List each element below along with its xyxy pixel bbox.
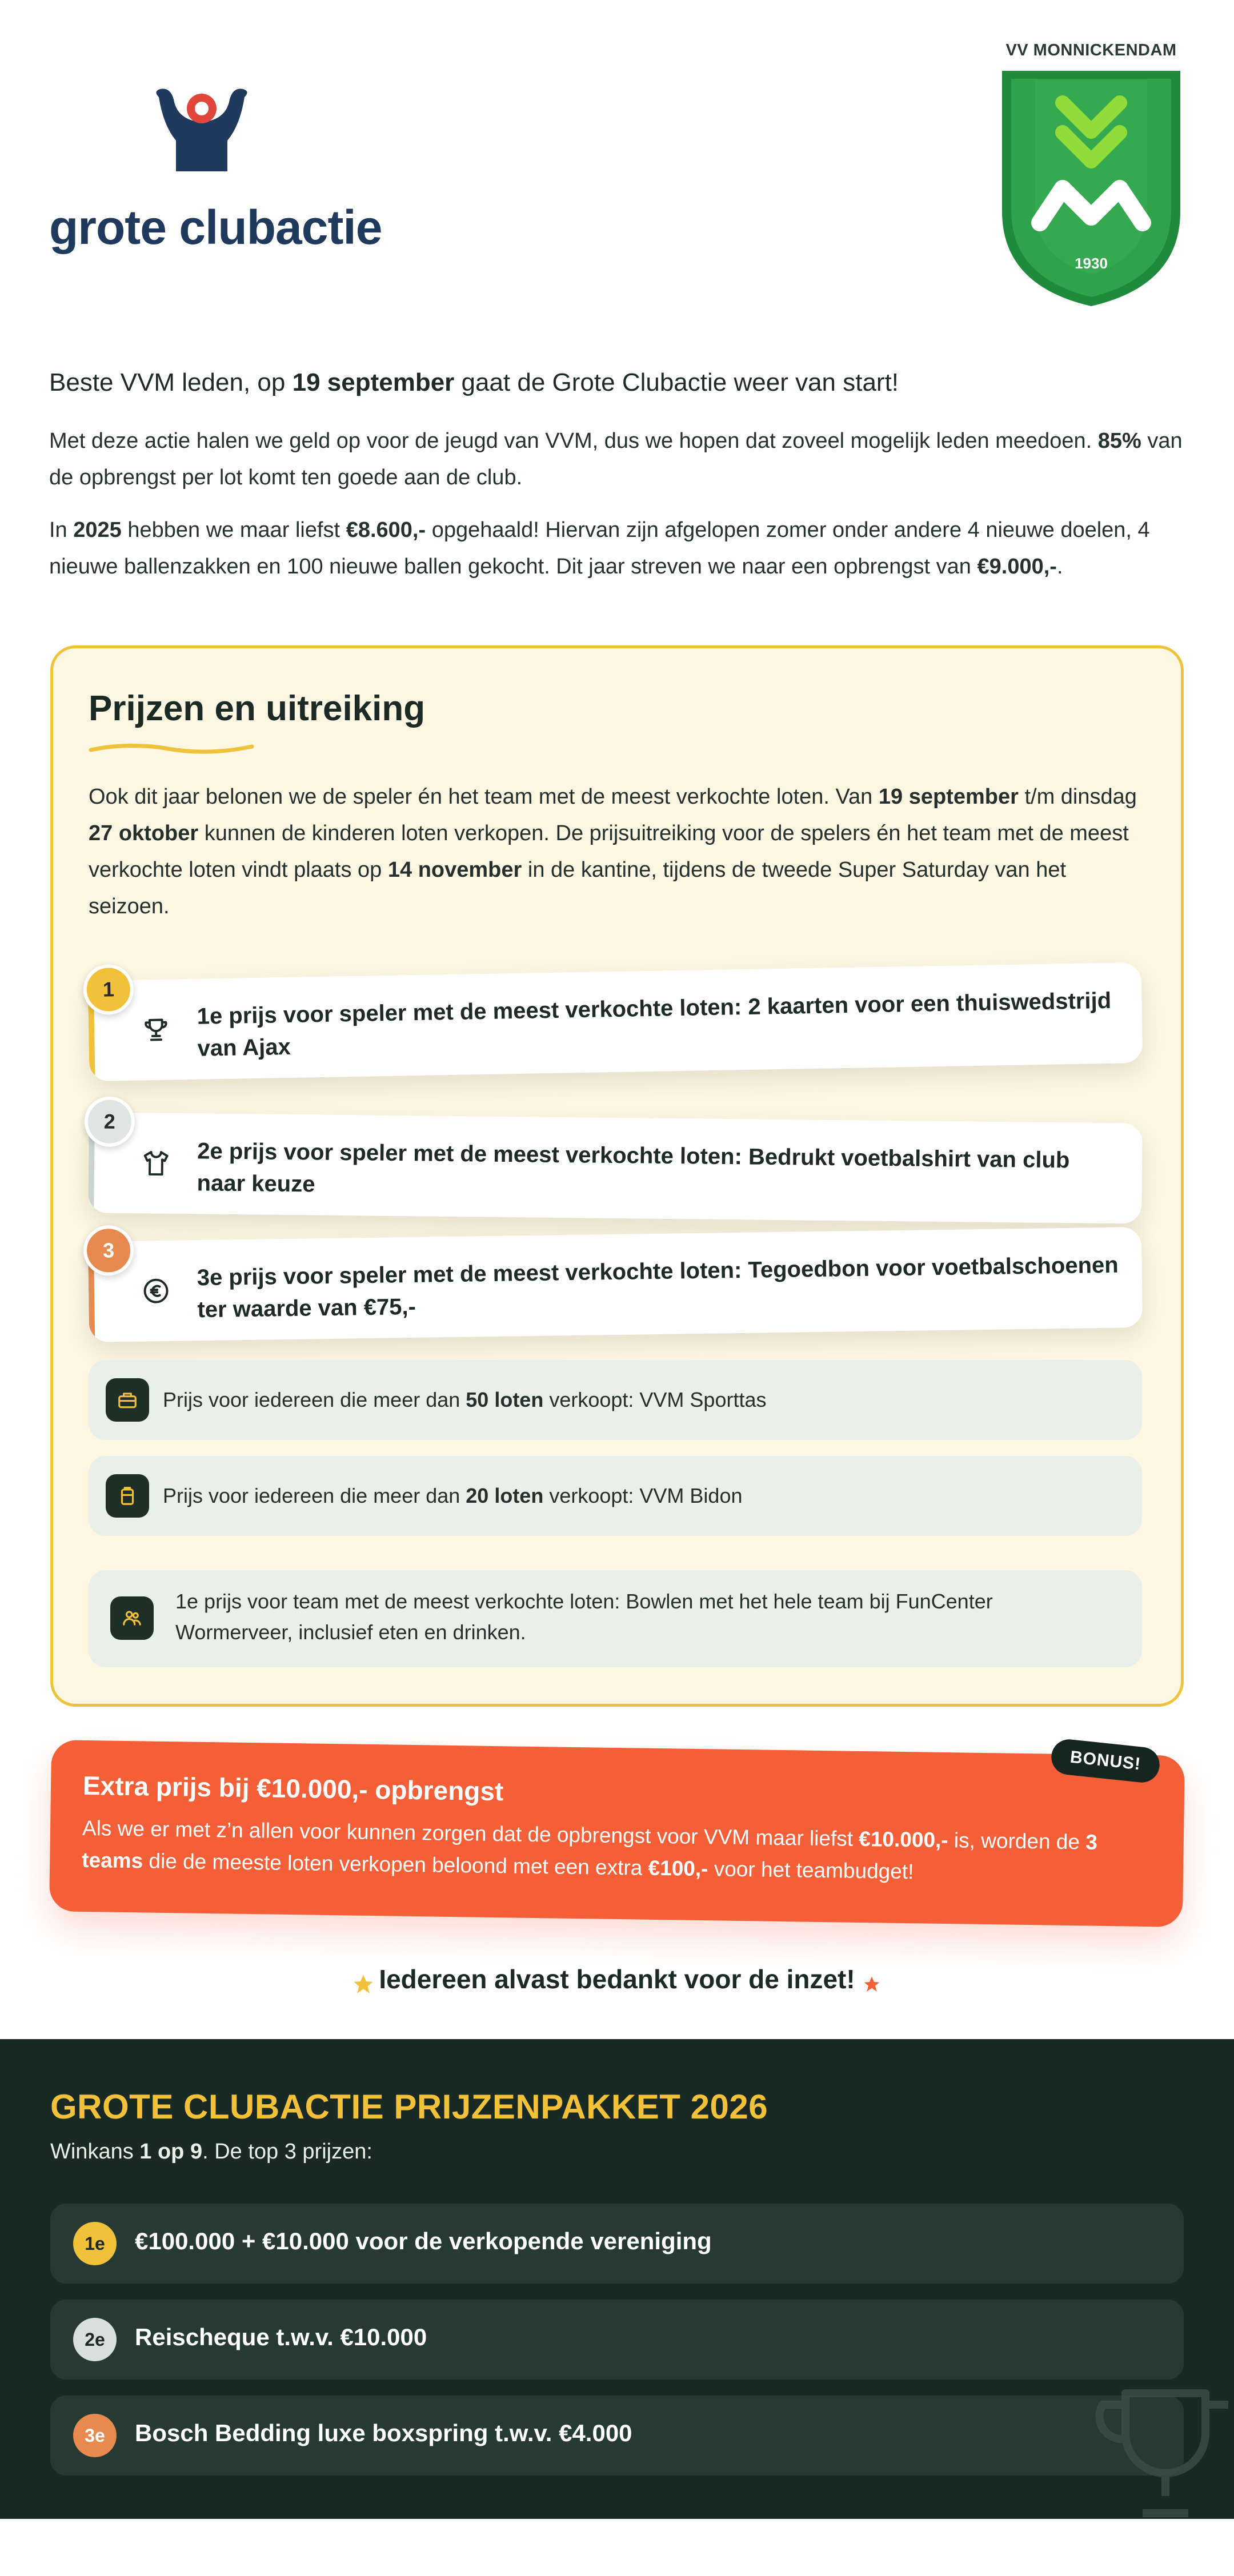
text-part: Ook dit jaar belonen we de speler én het team met de meest verkochte loten. Van (89, 785, 879, 809)
text-part: kunnen de kinderen loten verkopen. De prijsuitreiking voor de spelers én het team met de meest verkochte loten vindt plaats op (89, 821, 1129, 882)
team-prize-text: 1e prijs voor team met de meest verkochte loten: Bowlen met het hele team bij FunCenter Wormerveer, inclusief eten en drinken. (175, 1590, 993, 1644)
rank-badge: 1 (83, 964, 134, 1016)
text-highlight: 14 november (387, 858, 522, 882)
bonus-banner (49, 1740, 1185, 1927)
intro-paragraph-2 (49, 512, 1186, 585)
text-highlight: €9.000,- (977, 555, 1057, 579)
text-highlight: 1 op 9 (139, 2140, 203, 2164)
team-icon (110, 1596, 154, 1640)
text-part: In (49, 518, 74, 542)
prizes-title: Prijzen en uitreiking (89, 689, 426, 728)
text-highlight: 50 loten (466, 1388, 544, 1411)
club-logo[interactable] (994, 41, 1188, 310)
package-subtitle (50, 2140, 372, 2164)
trophy-watermark-icon (1085, 2382, 1234, 2519)
club-name: VV MONNICKENDAM (1005, 41, 1177, 59)
threshold-prize-20 (89, 1456, 1142, 1536)
rank-badge: 3 (83, 1225, 134, 1276)
rank-badge: 2 (84, 1096, 135, 1147)
threshold-text (163, 1385, 767, 1415)
team-prize (89, 1570, 1142, 1667)
package-prize-text: Reischeque t.w.v. €10.000 (135, 2324, 427, 2350)
bag-icon (106, 1378, 149, 1422)
rank-badge: 2e (73, 2318, 117, 2361)
text-part: opgehaald! Hiervan zijn afgelopen zomer onder andere 4 nieuwe doelen, 4 nieuwe ballenzakken en 100 nieuwe ballen gekocht. Dit jaar streven we naar een opbrengst van (49, 518, 1150, 579)
intro-lead-part: Beste VVM leden, op (49, 368, 293, 396)
thanks-line (0, 1959, 1234, 2005)
package-prize-text: Bosch Bedding luxe boxspring t.w.v. €4.000 (135, 2419, 632, 2446)
prize-package-section (0, 2039, 1234, 2519)
text-highlight: €8.600,- (346, 518, 426, 542)
prize-item-1 (88, 962, 1143, 1081)
package-prize-text: €100.000 + €10.000 voor de verkopende vereniging (135, 2228, 712, 2254)
intro-lead-date: 19 september (292, 368, 455, 396)
text-part: van de opbrengst per lot komt ten goede aan de club. (49, 429, 1183, 489)
text-part: . (1056, 555, 1063, 579)
shirt-icon (141, 1148, 171, 1178)
text-part: die de meeste loten verkopen beloond met een extra (142, 1849, 648, 1880)
prizes-card (50, 645, 1184, 1707)
threshold-text (163, 1480, 743, 1511)
intro-lead-part: gaat de Grote Clubactie weer van start! (454, 368, 899, 396)
text-part: verkoopt: VVM Sporttas (543, 1388, 767, 1411)
bottle-icon (106, 1474, 149, 1518)
text-part: verkoopt: VVM Bidon (543, 1484, 743, 1507)
text-part: Met deze actie halen we geld op voor de jeugd van VVM, dus we hopen dat zoveel mogelijk leden meedoen. (49, 429, 1098, 453)
text-highlight: 3 teams (81, 1830, 1098, 1873)
text-highlight: 2025 (73, 518, 122, 542)
text-part: is, worden de (948, 1828, 1086, 1854)
rank-badge: 1e (73, 2222, 117, 2265)
intro-lead (49, 366, 1186, 400)
text-part: voor het teambudget! (708, 1857, 914, 1884)
bonus-text (82, 1812, 1156, 1891)
prize-item-3 (88, 1227, 1143, 1342)
text-part: Prijs voor iedereen die meer dan (163, 1484, 466, 1507)
thanks-text: Iedereen alvast bedankt voor de inzet! (379, 1964, 855, 1994)
prizes-description (89, 779, 1140, 925)
intro-paragraph-1 (49, 423, 1186, 496)
club-shield-icon (1000, 69, 1183, 308)
text-highlight: 19 september (878, 785, 1019, 809)
text-part: Winkans (50, 2140, 140, 2164)
bonus-title: Extra prijs bij €10.000,- opbrengst (82, 1770, 504, 1807)
text-highlight: 20 loten (466, 1484, 544, 1507)
package-prize-1 (50, 2204, 1184, 2284)
prize-text: 1e prijs voor speler met de meest verkochte loten: 2 kaarten voor een thuiswedstrijd van Ajax (197, 988, 1112, 1061)
prize-text: 3e prijs voor speler met de meest verkochte loten: Tegoedbon voor voetbalschoenen ter waarde van €75,- (197, 1252, 1119, 1323)
trophy-icon (141, 1015, 171, 1045)
text-part: Als we er met z’n allen voor kunnen zorgen dat de opbrengst voor VVM maar liefst (82, 1816, 859, 1851)
text-highlight: 85% (1097, 429, 1141, 453)
prize-item-2 (88, 1109, 1143, 1223)
package-prize-2 (50, 2300, 1184, 2380)
text-highlight: 27 oktober (89, 821, 199, 845)
threshold-prize-50 (89, 1360, 1142, 1440)
intro-section (49, 366, 1186, 601)
package-title: GROTE CLUBACTIE PRIJZENPAKKET 2026 (50, 2088, 768, 2126)
text-part: hebben we maar liefst (121, 518, 346, 542)
brand-name: grote clubactie (49, 200, 382, 254)
rank-badge: 3e (73, 2414, 117, 2457)
text-part: . De top 3 prijzen: (202, 2140, 372, 2164)
prize-text: 2e prijs voor speler met de meest verkochte loten: Bedrukt voetbalshirt van club naar keuze (197, 1138, 1070, 1197)
email-header (0, 0, 1234, 320)
text-part: in de kantine, tijdens de tweede Super Saturday van het seizoen. (89, 858, 1067, 918)
grote-clubactie-logo[interactable] (49, 86, 382, 257)
club-year: 1930 (1075, 255, 1108, 272)
package-prize-3 (50, 2396, 1184, 2475)
title-underline-decoration (89, 740, 254, 757)
star-icon (863, 1975, 881, 1993)
footer-spacer (0, 2519, 1234, 2576)
text-highlight: €100,- (648, 1856, 708, 1881)
text-highlight: €10.000,- (859, 1827, 948, 1852)
clubactie-figure-icon (147, 86, 256, 177)
text-part: t/m dinsdag (1018, 785, 1137, 809)
bonus-badge: BONUS! (1049, 1738, 1161, 1784)
text-part: Prijs voor iedereen die meer dan (163, 1388, 466, 1411)
euro-icon (141, 1276, 171, 1306)
